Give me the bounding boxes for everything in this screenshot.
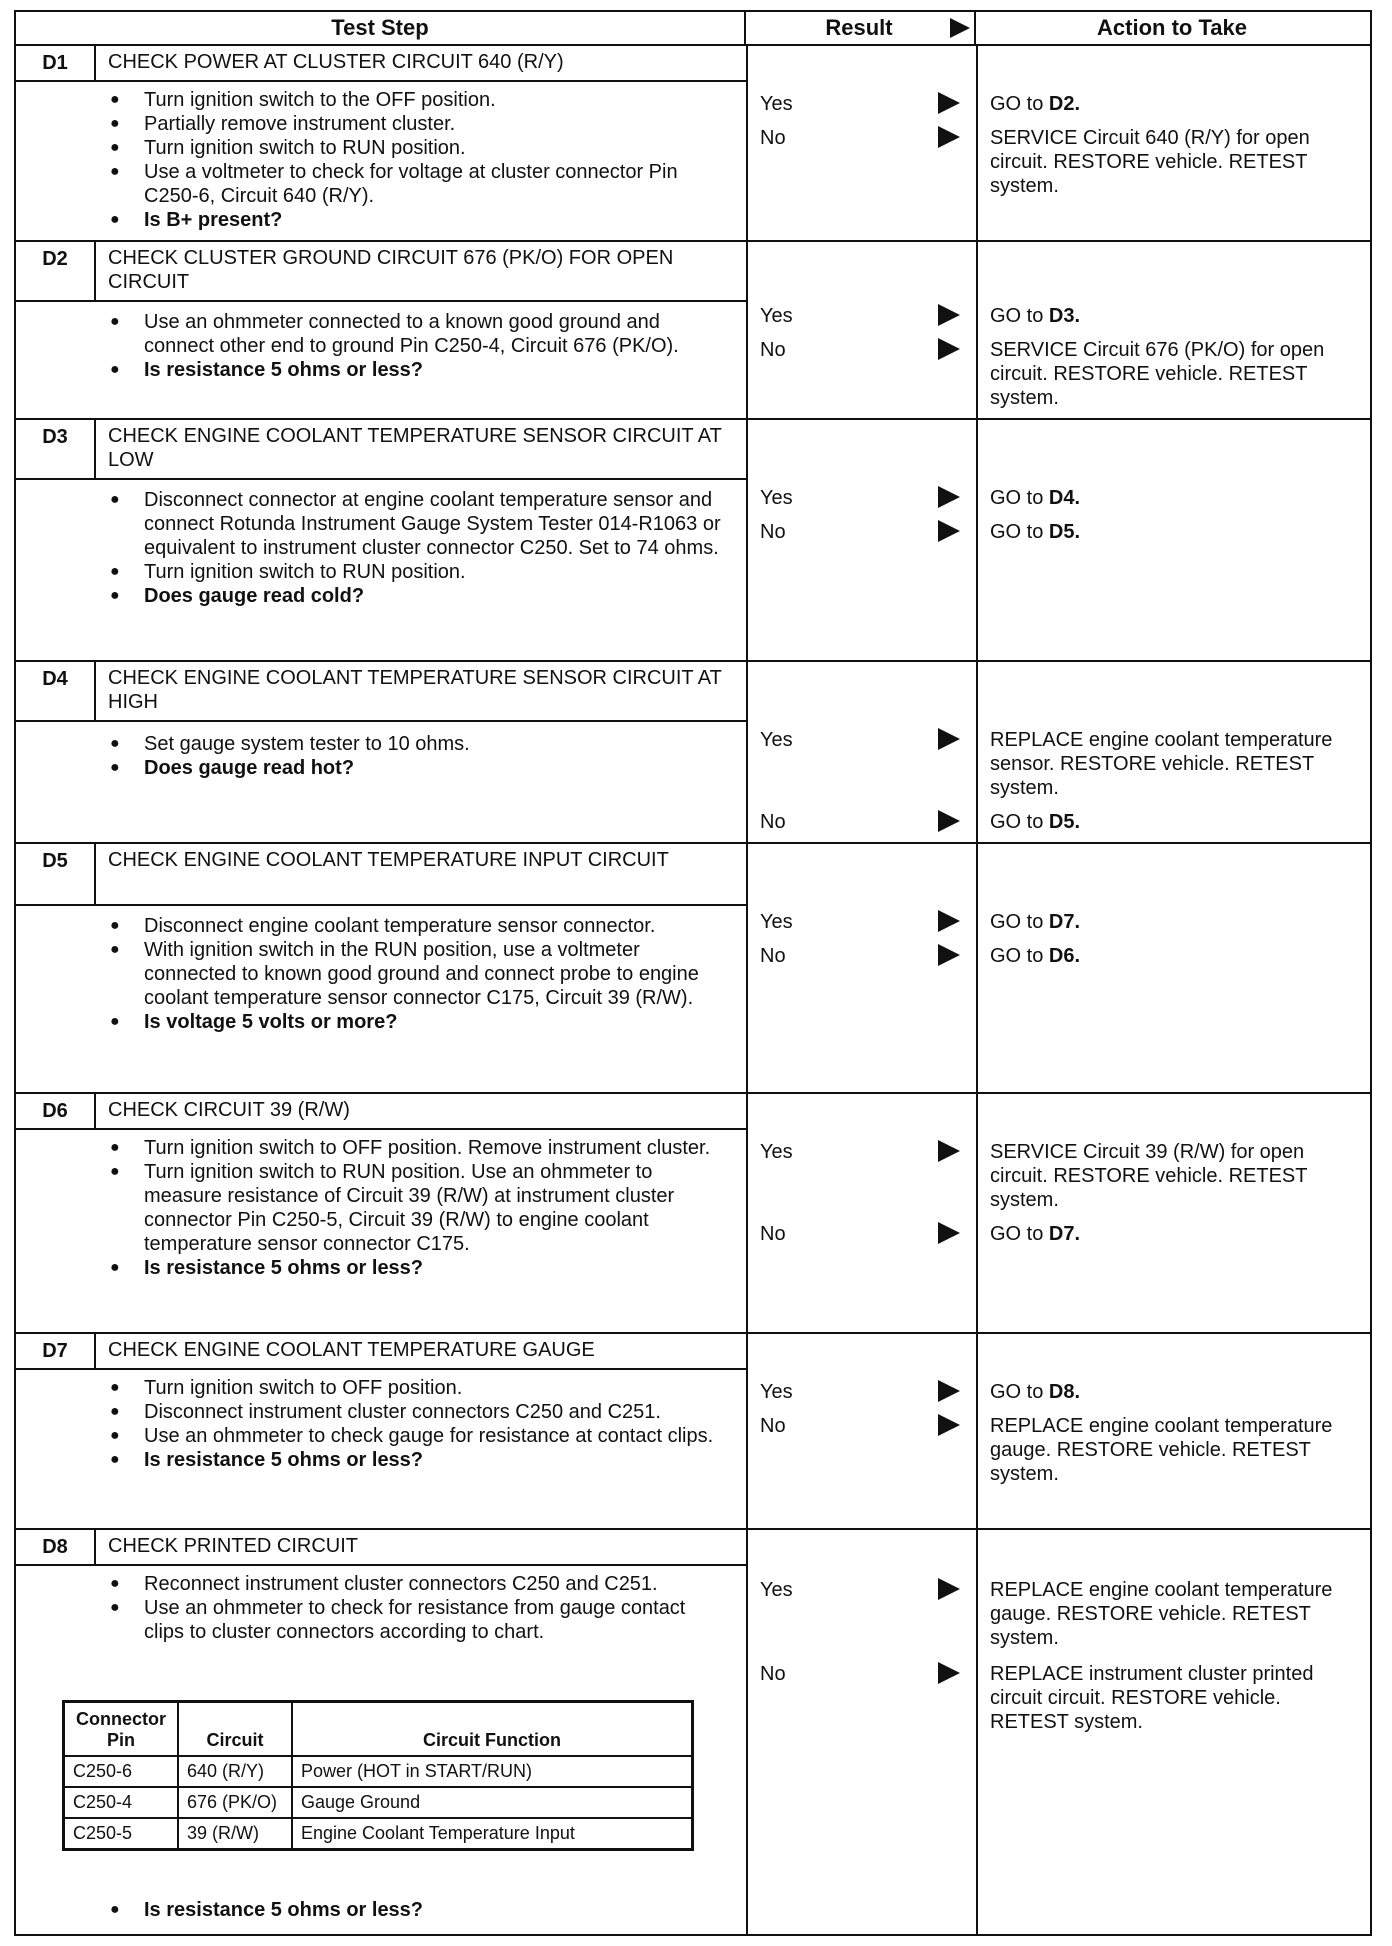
action-text: SERVICE Circuit 676 (PK/O) for open circuit. RESTORE vehicle. RETEST system. <box>990 339 1325 409</box>
instruction-item: ● Use an ohmmeter to check for resistance from gauge contact clips to cluster connectors according to chart. <box>106 1596 726 1644</box>
result-yes <box>760 1378 962 1406</box>
action-text <box>990 304 1350 328</box>
action-prefix: GO to <box>990 1381 1049 1403</box>
step-row-d4 <box>14 662 1372 844</box>
step-id: D2 <box>16 242 96 300</box>
result-cell <box>746 1530 978 1934</box>
instruction-item: ● Turn ignition switch to RUN position. Use an ohmmeter to measure resistance of Circuit 39 (R/W) at instrument cluster connector Pin C250-5, Circuit 39 (R/W) to engine coolant temperature sensor connector C175. <box>106 1160 726 1256</box>
result-label: No <box>760 521 786 543</box>
arrow-right-icon <box>938 486 960 508</box>
result-no <box>760 124 962 152</box>
step-row-d5 <box>14 844 1372 1094</box>
result-yes <box>760 908 962 936</box>
step-title: CHECK ENGINE COOLANT TEMPERATURE GAUGE <box>108 1339 595 1361</box>
step-cell <box>16 46 748 240</box>
instruction-item: ● Does gauge read hot? <box>106 756 726 780</box>
instruction-item: ● Set gauge system tester to 10 ohms. <box>106 732 726 756</box>
arrow-right-icon <box>938 92 960 114</box>
step-id: D8 <box>16 1530 96 1564</box>
instruction-item: ● Turn ignition switch to RUN position. <box>106 560 726 584</box>
chart-cell: C250-6 <box>64 1756 179 1787</box>
result-yes <box>760 90 962 118</box>
instruction-item: ● Use an ohmmeter to check gauge for resistance at contact clips. <box>106 1424 726 1448</box>
result-label: Yes <box>760 487 793 509</box>
action-text: SERVICE Circuit 39 (R/W) for open circuit. RESTORE vehicle. RETEST system. <box>990 1141 1308 1211</box>
instruction-item: ● Disconnect instrument cluster connectors C250 and C251. <box>106 1400 726 1424</box>
arrow-right-icon <box>938 1222 960 1244</box>
arrow-right-icon <box>938 810 960 832</box>
action-step-ref: D5. <box>1048 521 1081 543</box>
step-title: CHECK PRINTED CIRCUIT <box>108 1535 359 1557</box>
step-cell <box>16 844 748 1092</box>
step-instructions <box>106 1376 726 1472</box>
result-yes <box>760 726 962 754</box>
action-prefix: GO to <box>990 487 1049 509</box>
action-prefix: GO to <box>990 1223 1049 1245</box>
result-yes <box>760 1138 962 1166</box>
step-instructions <box>106 88 726 232</box>
step-title: CHECK ENGINE COOLANT TEMPERATURE SENSOR CIRCUIT AT HIGH <box>108 667 722 713</box>
result-label: No <box>760 339 786 361</box>
result-no <box>760 1660 962 1688</box>
arrow-right-icon <box>938 126 960 148</box>
result-cell <box>746 420 978 660</box>
result-label: Yes <box>760 1579 793 1601</box>
arrow-right-icon <box>938 520 960 542</box>
step-instructions <box>106 914 726 1034</box>
result-label: No <box>760 811 786 833</box>
step-title: CHECK ENGINE COOLANT TEMPERATURE SENSOR CIRCUIT AT LOW <box>108 425 722 471</box>
step-title: CHECK POWER AT CLUSTER CIRCUIT 640 (R/Y) <box>108 51 564 73</box>
step-cell <box>16 420 748 660</box>
action-cell <box>976 662 1370 842</box>
step-title: CHECK ENGINE COOLANT TEMPERATURE INPUT CIRCUIT <box>108 849 669 871</box>
step-instructions <box>106 1572 726 1644</box>
step-id: D1 <box>16 46 96 80</box>
instruction-item: ● Is resistance 5 ohms or less? <box>106 358 726 382</box>
instruction-item: ● Use an ohmmeter connected to a known good ground and connect other end to ground Pin C250-4, Circuit 676 (PK/O). <box>106 310 726 358</box>
action-text: REPLACE engine coolant temperature gauge. RESTORE vehicle. RETEST system. <box>990 1579 1333 1649</box>
step-row-d7 <box>14 1334 1372 1530</box>
step-cell <box>16 662 748 842</box>
result-label: Yes <box>760 1381 793 1403</box>
chart-header-cell: Circuit Function <box>292 1702 693 1757</box>
instruction-item: ● Does gauge read cold? <box>106 584 726 608</box>
result-label: No <box>760 127 786 149</box>
action-prefix: GO to <box>990 305 1049 327</box>
step-instructions <box>106 488 726 608</box>
result-cell <box>746 242 978 418</box>
action-step-ref: D7. <box>1048 911 1081 933</box>
result-yes <box>760 484 962 512</box>
action-prefix: GO to <box>990 945 1049 967</box>
step-id: D4 <box>16 662 96 720</box>
step-title-row <box>16 242 746 302</box>
action-cell <box>976 242 1370 418</box>
step-title-row <box>16 420 746 480</box>
chart-row <box>64 1787 693 1818</box>
chart-cell: Gauge Ground <box>292 1787 693 1818</box>
result-label: No <box>760 1223 786 1245</box>
action-step-ref: D5. <box>1048 811 1081 833</box>
step-cell <box>16 1094 748 1332</box>
result-label: Yes <box>760 93 793 115</box>
step-instructions <box>106 732 726 780</box>
result-cell <box>746 1334 978 1528</box>
instruction-item: ● Reconnect instrument cluster connectors C250 and C251. <box>106 1572 726 1596</box>
step-title-row <box>16 1530 746 1566</box>
step-title: CHECK CLUSTER GROUND CIRCUIT 676 (PK/O) FOR OPEN CIRCUIT <box>108 247 674 293</box>
chart-cell: 640 (R/Y) <box>178 1756 292 1787</box>
header-result-label: Result <box>825 15 893 40</box>
action-text <box>990 910 1350 934</box>
step-id: D6 <box>16 1094 96 1128</box>
step-row-d3 <box>14 420 1372 662</box>
diagnostic-table <box>14 10 1372 1936</box>
instruction-item: ● Disconnect engine coolant temperature sensor connector. <box>106 914 726 938</box>
arrow-right-icon <box>938 304 960 326</box>
action-cell <box>976 1094 1370 1332</box>
instruction-item: ● Is resistance 5 ohms or less? <box>106 1448 726 1472</box>
result-label: No <box>760 945 786 967</box>
instruction-item: ● Is B+ present? <box>106 208 726 232</box>
action-cell <box>976 844 1370 1092</box>
action-text <box>990 520 1350 544</box>
action-cell <box>976 1334 1370 1528</box>
chart-header-cell: Circuit <box>178 1702 292 1757</box>
step-row-d6 <box>14 1094 1372 1334</box>
action-step-ref: D4. <box>1048 487 1081 509</box>
step-instructions <box>106 1136 726 1280</box>
result-label: No <box>760 1415 786 1437</box>
action-text <box>990 92 1350 116</box>
instruction-item: ● Is resistance 5 ohms or less? <box>106 1898 726 1922</box>
instruction-item: ● With ignition switch in the RUN position, use a voltmeter connected to known good ground and connect probe to engine coolant temperature sensor connector C175, Circuit 39 (R/W). <box>106 938 726 1010</box>
result-no <box>760 942 962 970</box>
result-no <box>760 336 962 364</box>
step-title-row <box>16 1094 746 1130</box>
action-text <box>990 1380 1350 1404</box>
step-id: D5 <box>16 844 96 904</box>
result-yes <box>760 302 962 330</box>
header-action: Action to Take <box>974 10 1372 46</box>
action-prefix: GO to <box>990 911 1049 933</box>
instruction-item: ● Turn ignition switch to OFF position. <box>106 1376 726 1400</box>
chart-row <box>64 1818 693 1850</box>
action-step-ref: D3. <box>1048 305 1081 327</box>
instruction-item: ● Disconnect connector at engine coolant temperature sensor and connect Rotunda Instrument Gauge System Tester 014-R1063 or equivalent to instrument cluster connector C250. Set to 74 ohms. <box>106 488 726 560</box>
step-instructions <box>106 310 726 382</box>
step-title-row <box>16 844 746 906</box>
arrow-right-icon <box>938 1578 960 1600</box>
result-cell <box>746 1094 978 1332</box>
arrow-right-icon <box>938 1414 960 1436</box>
action-text <box>990 486 1350 510</box>
step-row-d2 <box>14 242 1372 420</box>
arrow-right-icon <box>938 338 960 360</box>
arrow-right-icon <box>938 1662 960 1684</box>
chart-cell: 676 (PK/O) <box>178 1787 292 1818</box>
result-label: No <box>760 1663 786 1685</box>
action-prefix: GO to <box>990 521 1049 543</box>
result-cell <box>746 46 978 240</box>
step-cell <box>16 1530 748 1934</box>
arrow-right-icon <box>938 1380 960 1402</box>
action-prefix: GO to <box>990 93 1049 115</box>
action-prefix: GO to <box>990 811 1049 833</box>
action-text: SERVICE Circuit 640 (R/Y) for open circuit. RESTORE vehicle. RETEST system. <box>990 127 1310 197</box>
action-text <box>990 944 1350 968</box>
header-test-step: Test Step <box>14 10 746 46</box>
arrow-right-icon <box>938 944 960 966</box>
action-step-ref: D8. <box>1048 1381 1081 1403</box>
action-cell <box>976 1530 1370 1934</box>
step-id: D3 <box>16 420 96 478</box>
result-no <box>760 808 962 836</box>
final-question <box>106 1898 726 1922</box>
action-text <box>990 1222 1350 1246</box>
chart-cell: 39 (R/W) <box>178 1818 292 1850</box>
action-step-ref: D2. <box>1048 93 1081 115</box>
chart-cell: Power (HOT in START/RUN) <box>292 1756 693 1787</box>
step-cell <box>16 242 748 418</box>
result-cell <box>746 844 978 1092</box>
result-label: Yes <box>760 729 793 751</box>
chart-header-cell: Connector Pin <box>64 1702 179 1757</box>
action-text <box>990 810 1350 834</box>
result-label: Yes <box>760 1141 793 1163</box>
action-text: REPLACE engine coolant temperature gauge. RESTORE vehicle. RETEST system. <box>990 1415 1333 1485</box>
action-step-ref: D7. <box>1048 1223 1081 1245</box>
action-cell <box>976 420 1370 660</box>
action-step-ref: D6. <box>1048 945 1081 967</box>
action-text: REPLACE instrument cluster printed circuit circuit. RESTORE vehicle. RETEST system. <box>990 1663 1314 1733</box>
result-label: Yes <box>760 305 793 327</box>
instruction-item: ● Is resistance 5 ohms or less? <box>106 1256 726 1280</box>
instruction-item: ● Turn ignition switch to RUN position. <box>106 136 726 160</box>
step-row-d8 <box>14 1530 1372 1936</box>
header-result <box>744 10 976 46</box>
step-title-row <box>16 46 746 82</box>
step-id: D7 <box>16 1334 96 1368</box>
result-label: Yes <box>760 911 793 933</box>
result-no <box>760 1220 962 1248</box>
step-cell <box>16 1334 748 1528</box>
result-no <box>760 518 962 546</box>
action-text: REPLACE engine coolant temperature sensor. RESTORE vehicle. RETEST system. <box>990 729 1333 799</box>
chart-header-row <box>64 1702 693 1757</box>
header-arrow-icon <box>950 18 970 38</box>
instruction-item: ● Use a voltmeter to check for voltage at cluster connector Pin C250-6, Circuit 640 (R/Y). <box>106 160 726 208</box>
instruction-item: ● Partially remove instrument cluster. <box>106 112 726 136</box>
instruction-item: ● Is voltage 5 volts or more? <box>106 1010 726 1034</box>
arrow-right-icon <box>938 728 960 750</box>
step-title-row <box>16 1334 746 1370</box>
instruction-item: ● Turn ignition switch to OFF position. Remove instrument cluster. <box>106 1136 726 1160</box>
step-title: CHECK CIRCUIT 39 (R/W) <box>108 1099 350 1121</box>
chart-cell: Engine Coolant Temperature Input <box>292 1818 693 1850</box>
arrow-right-icon <box>938 910 960 932</box>
result-no <box>760 1412 962 1440</box>
chart-cell: C250-4 <box>64 1787 179 1818</box>
arrow-right-icon <box>938 1140 960 1162</box>
chart-row <box>64 1756 693 1787</box>
step-row-d1 <box>14 46 1372 242</box>
connector-chart <box>62 1700 694 1851</box>
action-cell <box>976 46 1370 240</box>
chart-cell: C250-5 <box>64 1818 179 1850</box>
result-cell <box>746 662 978 842</box>
step-title-row <box>16 662 746 722</box>
result-yes <box>760 1576 962 1604</box>
instruction-item: ● Turn ignition switch to the OFF position. <box>106 88 726 112</box>
